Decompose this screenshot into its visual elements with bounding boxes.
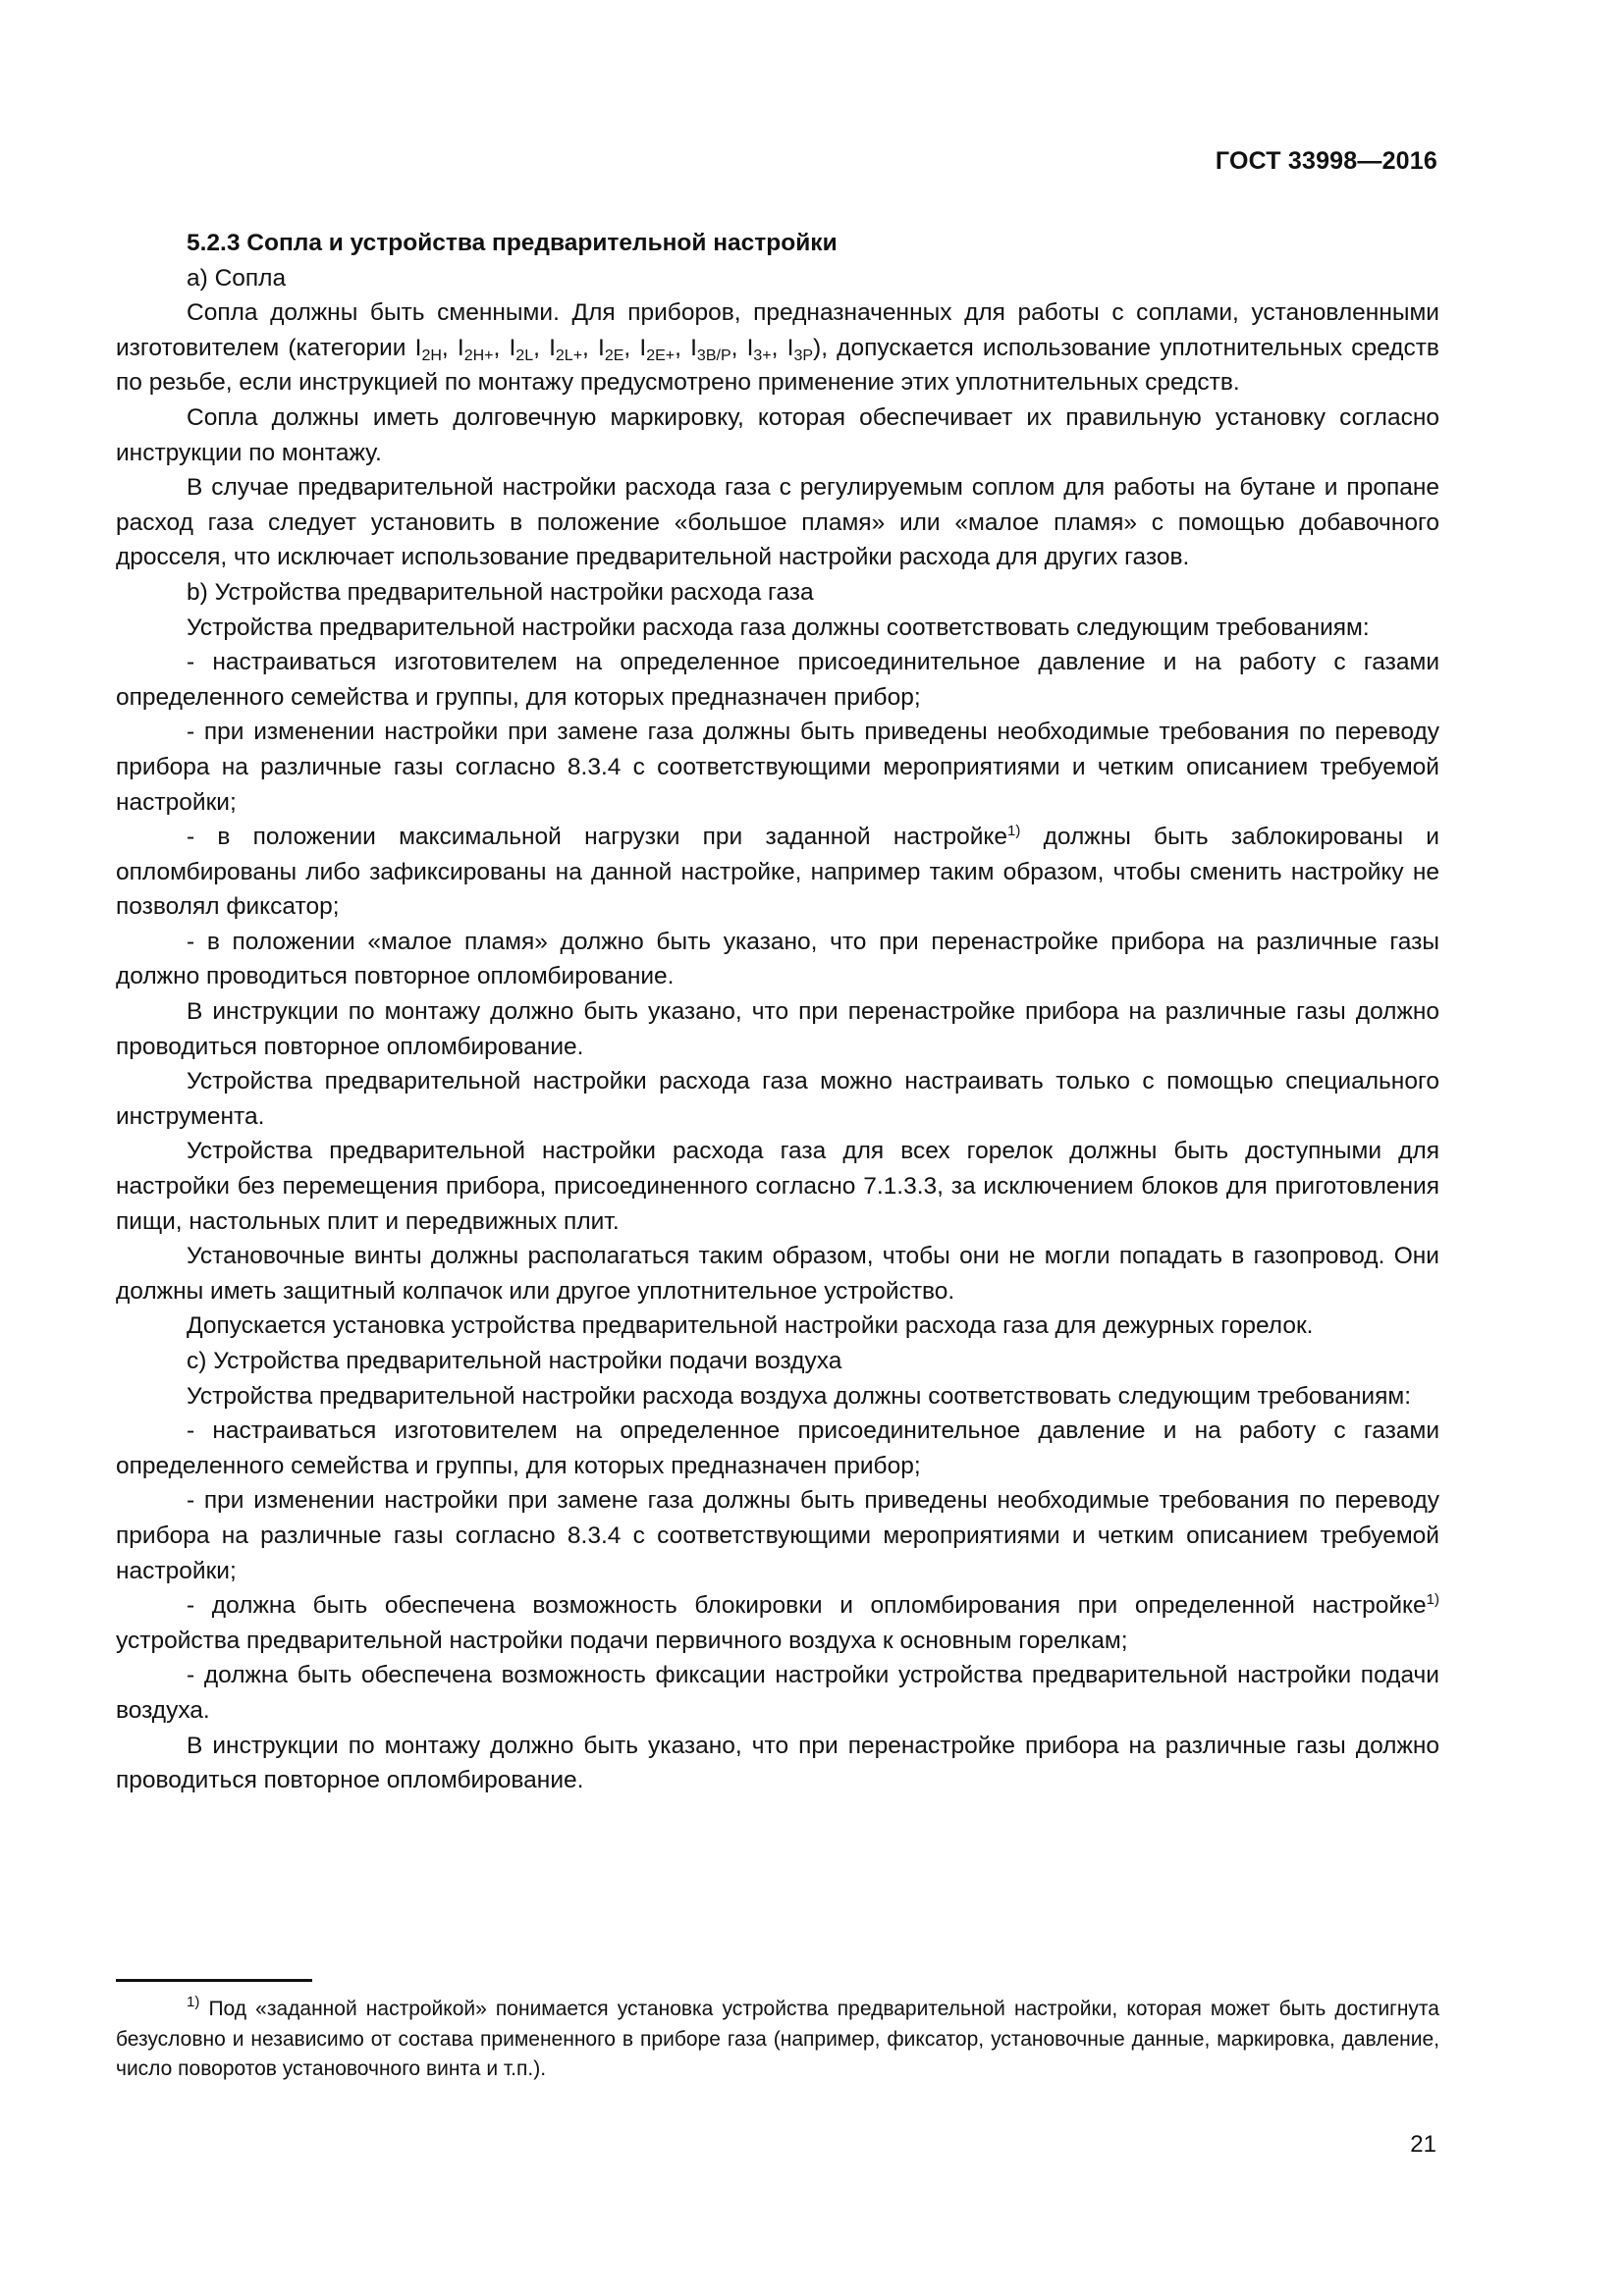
list-item: - настраиваться изготовителем на определенное присоединительное давление и на работу с газами определенного семейства и группы, для которых предназначен прибор; — [116, 1417, 1439, 1479]
paragraph: Устройства предварительной настройки расхода газа для всех горелок должны быть доступными для настройки без перемещения прибора, присоединенного согласно 7.1.3.3, за исключением блоков для приготовления пищи, настольных плит и передвижных плит. — [116, 1138, 1439, 1235]
footnote-divider — [116, 1979, 312, 1982]
paragraph: В случае предварительной настройки расхода газа с регулируемым соплом для работы на бутане и пропане расход газа следует установить в положение «большое пламя» или «малое пламя» с помощью добавочного дросселя, что исключает использование предварительной настройки расхода для других газов. — [116, 474, 1439, 571]
list-item: - в положении максимальной нагрузки при заданной настройке$^{1)}$ должны быть заблокированы и опломбированы либо зафиксированы на данной настройке, например таким образом, чтобы сменить настройку не позволял фиксатор; — [116, 823, 1439, 921]
list-item: - настраиваться изготовителем на определенное присоединительное давление и на работу с газами определенного семейства и группы, для которых предназначен прибор; — [116, 649, 1439, 711]
page-number: 21 — [1410, 2131, 1436, 2158]
list-item: - должна быть обеспечена возможность фиксации настройки устройства предварительной настройки подачи воздуха. — [116, 1662, 1439, 1724]
list-item: - должна быть обеспечена возможность блокировки и опломбирования при определенной настройке$^{1)}$ устройства предварительной настройки подачи первичного воздуха к основным горелкам; — [116, 1591, 1439, 1654]
list-item: - при изменении настройки при замене газа должны быть приведены необходимые требования по переводу прибора на различные газы согласно 8.3.4 с соответствующими мероприятиями и четким описанием требуемой настройки; — [116, 719, 1439, 816]
footnote-reference[interactable]: 1) — [1007, 823, 1021, 840]
paragraph: В инструкции по монтажу должно быть указано, что при перенастройке прибора на различные газы должно проводиться повторное опломбирование. — [116, 1732, 1439, 1794]
document-body — [116, 226, 1439, 1798]
standard-header: ГОСТ 33998—2016 — [1215, 147, 1437, 175]
paragraph: В инструкции по монтажу должно быть указано, что при перенастройке прибора на различные газы должно проводиться повторное опломбирование. — [116, 998, 1439, 1060]
category-list: $I_{2H}$, $I_{2H+}$, $I_{2L}$, $I_{2L+}$, $I_{2E}$, $I_{2E+}$, $I_{3B/P}$, $I_{3+}$, $I_{3P}$ — [414, 334, 814, 364]
paragraph: Установочные винты должны располагаться таким образом, чтобы они не могли попадать в газопровод. Они должны иметь защитный колпачок или другое уплотнительное устройство. — [116, 1243, 1439, 1305]
paragraph: Допускается установка устройства предварительной настройки расхода газа для дежурных горелок. — [187, 1312, 1314, 1340]
paragraph: Устройства предварительной настройки расхода газа должны соответствовать следующим требованиям: — [187, 614, 1370, 641]
footnote — [116, 1995, 1439, 2085]
section-heading: 5.2.3 Сопла и устройства предварительной настройки — [187, 230, 838, 256]
footnote-text: Под «заданной настройкой» понимается установка устройства предварительной настройки, которая может быть достигнута безусловно и независимо от состава примененного в приборе газа (например, фиксатор, установочные данные, маркировка, давление, число поворотов установочного винта и т.п.). — [116, 1998, 1439, 2080]
paragraph: Устройства предварительной настройки расхода воздуха должны соответствовать следующим требованиям: — [187, 1382, 1412, 1410]
list-item: - в положении «малое пламя» должно быть указано, что при перенастройке прибора на различные газы должно проводиться повторное опломбирование. — [116, 928, 1439, 990]
subsection-c-title: с) Устройства предварительной настройки подачи воздуха — [187, 1348, 842, 1374]
paragraph: Сопла должны иметь долговечную маркировку, которая обеспечивает их правильную установку согласно инструкции по монтажу. — [116, 403, 1439, 466]
subsection-b-title: b) Устройства предварительной настройки расхода газа — [187, 578, 814, 606]
list-item: - при изменении настройки при замене газа должны быть приведены необходимые требования по переводу прибора на различные газы согласно 8.3.4 с соответствующими мероприятиями и четким описанием требуемой настройки; — [116, 1487, 1439, 1584]
footnote-reference[interactable]: 1) — [1426, 1591, 1439, 1609]
subsection-a-title: а) Сопла — [187, 264, 287, 292]
footnote-marker: 1) — [187, 1994, 200, 2010]
paragraph: Сопла должны быть сменными. Для приборов, предназначенных для работы с соплами, установленными изготовителем (категории $I_{2H}$, $I_{2H+}$, $I_{2L}$, $I_{2L+}$, $I_{2E}$, $I_{2E+}$, $I_{3B/P}$, $I_{3+}$, $I_{3P}$), допускается использование уплотнительных средств по резьбе, если инструкцией по монтажу предусмотрено применение этих уплотнительных средств. — [116, 299, 1439, 397]
paragraph: Устройства предварительной настройки расхода газа можно настраивать только с помощью специального инструмента. — [116, 1068, 1439, 1130]
